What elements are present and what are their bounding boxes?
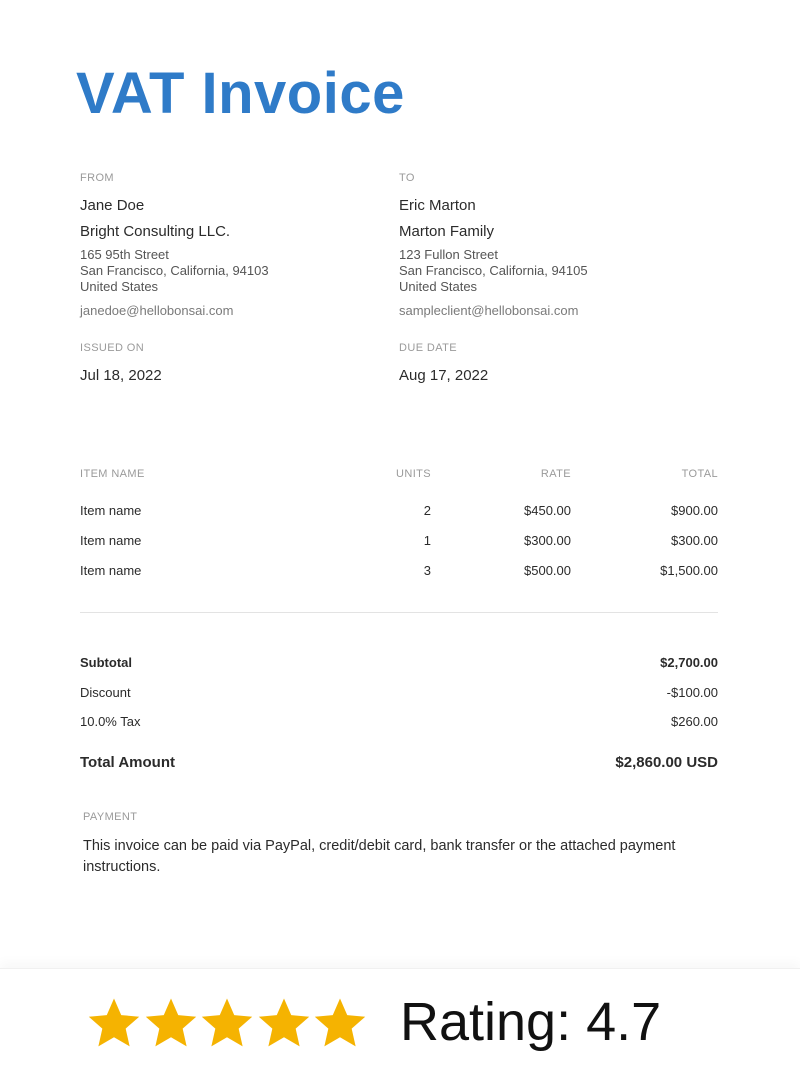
from-email: janedoe@hellobonsai.com	[80, 303, 234, 318]
rating-stars	[86, 995, 369, 1051]
table-header	[80, 468, 718, 482]
subtotal-label: Subtotal	[80, 655, 132, 670]
due-date: Aug 17, 2022	[399, 367, 489, 384]
from-address	[80, 247, 380, 295]
discount-value: -$100.00	[666, 685, 718, 700]
subtotal-value: $2,700.00	[660, 655, 718, 670]
from-label: FROM	[80, 172, 114, 184]
to-company: Marton Family	[399, 223, 495, 240]
to-address-line3: United States	[399, 279, 478, 294]
payment-label: PAYMENT	[83, 811, 138, 823]
row-item-name: Item name	[80, 563, 142, 578]
table-row	[80, 533, 718, 563]
table-row	[80, 563, 718, 593]
invoice-title: VAT Invoice	[76, 61, 405, 126]
table-row	[80, 503, 718, 533]
to-address-line1: 123 Fullon Street	[399, 247, 499, 262]
row-total: $900.00	[671, 503, 718, 518]
tax-label: 10.0% Tax	[80, 714, 141, 729]
from-section	[80, 172, 380, 318]
to-label: TO	[399, 172, 415, 184]
table-divider	[80, 612, 718, 613]
to-section	[399, 172, 699, 318]
star-icon	[86, 995, 142, 1051]
row-item-name: Item name	[80, 503, 142, 518]
row-item-name: Item name	[80, 533, 142, 548]
due-section	[399, 342, 699, 384]
total-value: $2,860.00 USD	[615, 754, 718, 771]
header-units: UNITS	[396, 468, 431, 480]
from-company: Bright Consulting LLC.	[80, 223, 231, 240]
to-email: sampleclient@hellobonsai.com	[399, 303, 579, 318]
row-total: $300.00	[671, 533, 718, 548]
items-table	[80, 468, 718, 593]
total-label: Total Amount	[80, 754, 175, 771]
tax-value: $260.00	[671, 714, 718, 729]
row-rate: $450.00	[524, 503, 571, 518]
rating-footer	[0, 968, 800, 1081]
header-total: TOTAL	[681, 468, 718, 480]
from-address-line1: 165 95th Street	[80, 247, 169, 262]
from-name: Jane Doe	[80, 197, 145, 214]
star-icon	[312, 995, 368, 1051]
star-icon	[143, 995, 199, 1051]
to-name: Eric Marton	[399, 197, 476, 214]
to-address-line2: San Francisco, California, 94105	[399, 263, 588, 278]
rating-text: Rating: 4.7	[400, 992, 662, 1052]
due-label: DUE DATE	[399, 342, 458, 354]
row-units: 1	[423, 533, 431, 548]
from-address-line3: United States	[80, 279, 159, 294]
payment-text: This invoice can be paid via PayPal, credit/debit card, bank transfer or the attached payment instructions.	[83, 838, 676, 875]
star-icon	[199, 995, 255, 1051]
discount-label: Discount	[80, 685, 131, 700]
header-item-name: ITEM NAME	[80, 468, 145, 480]
issued-section	[80, 342, 380, 384]
to-address	[399, 247, 699, 295]
row-rate: $300.00	[524, 533, 571, 548]
from-address-line2: San Francisco, California, 94103	[80, 263, 269, 278]
row-total: $1,500.00	[660, 563, 718, 578]
issued-label: ISSUED ON	[80, 342, 145, 354]
header-rate: RATE	[540, 468, 571, 480]
row-units: 3	[423, 563, 431, 578]
issued-date: Jul 18, 2022	[80, 367, 162, 384]
row-rate: $500.00	[524, 563, 571, 578]
star-icon	[256, 995, 312, 1051]
row-units: 2	[423, 503, 431, 518]
